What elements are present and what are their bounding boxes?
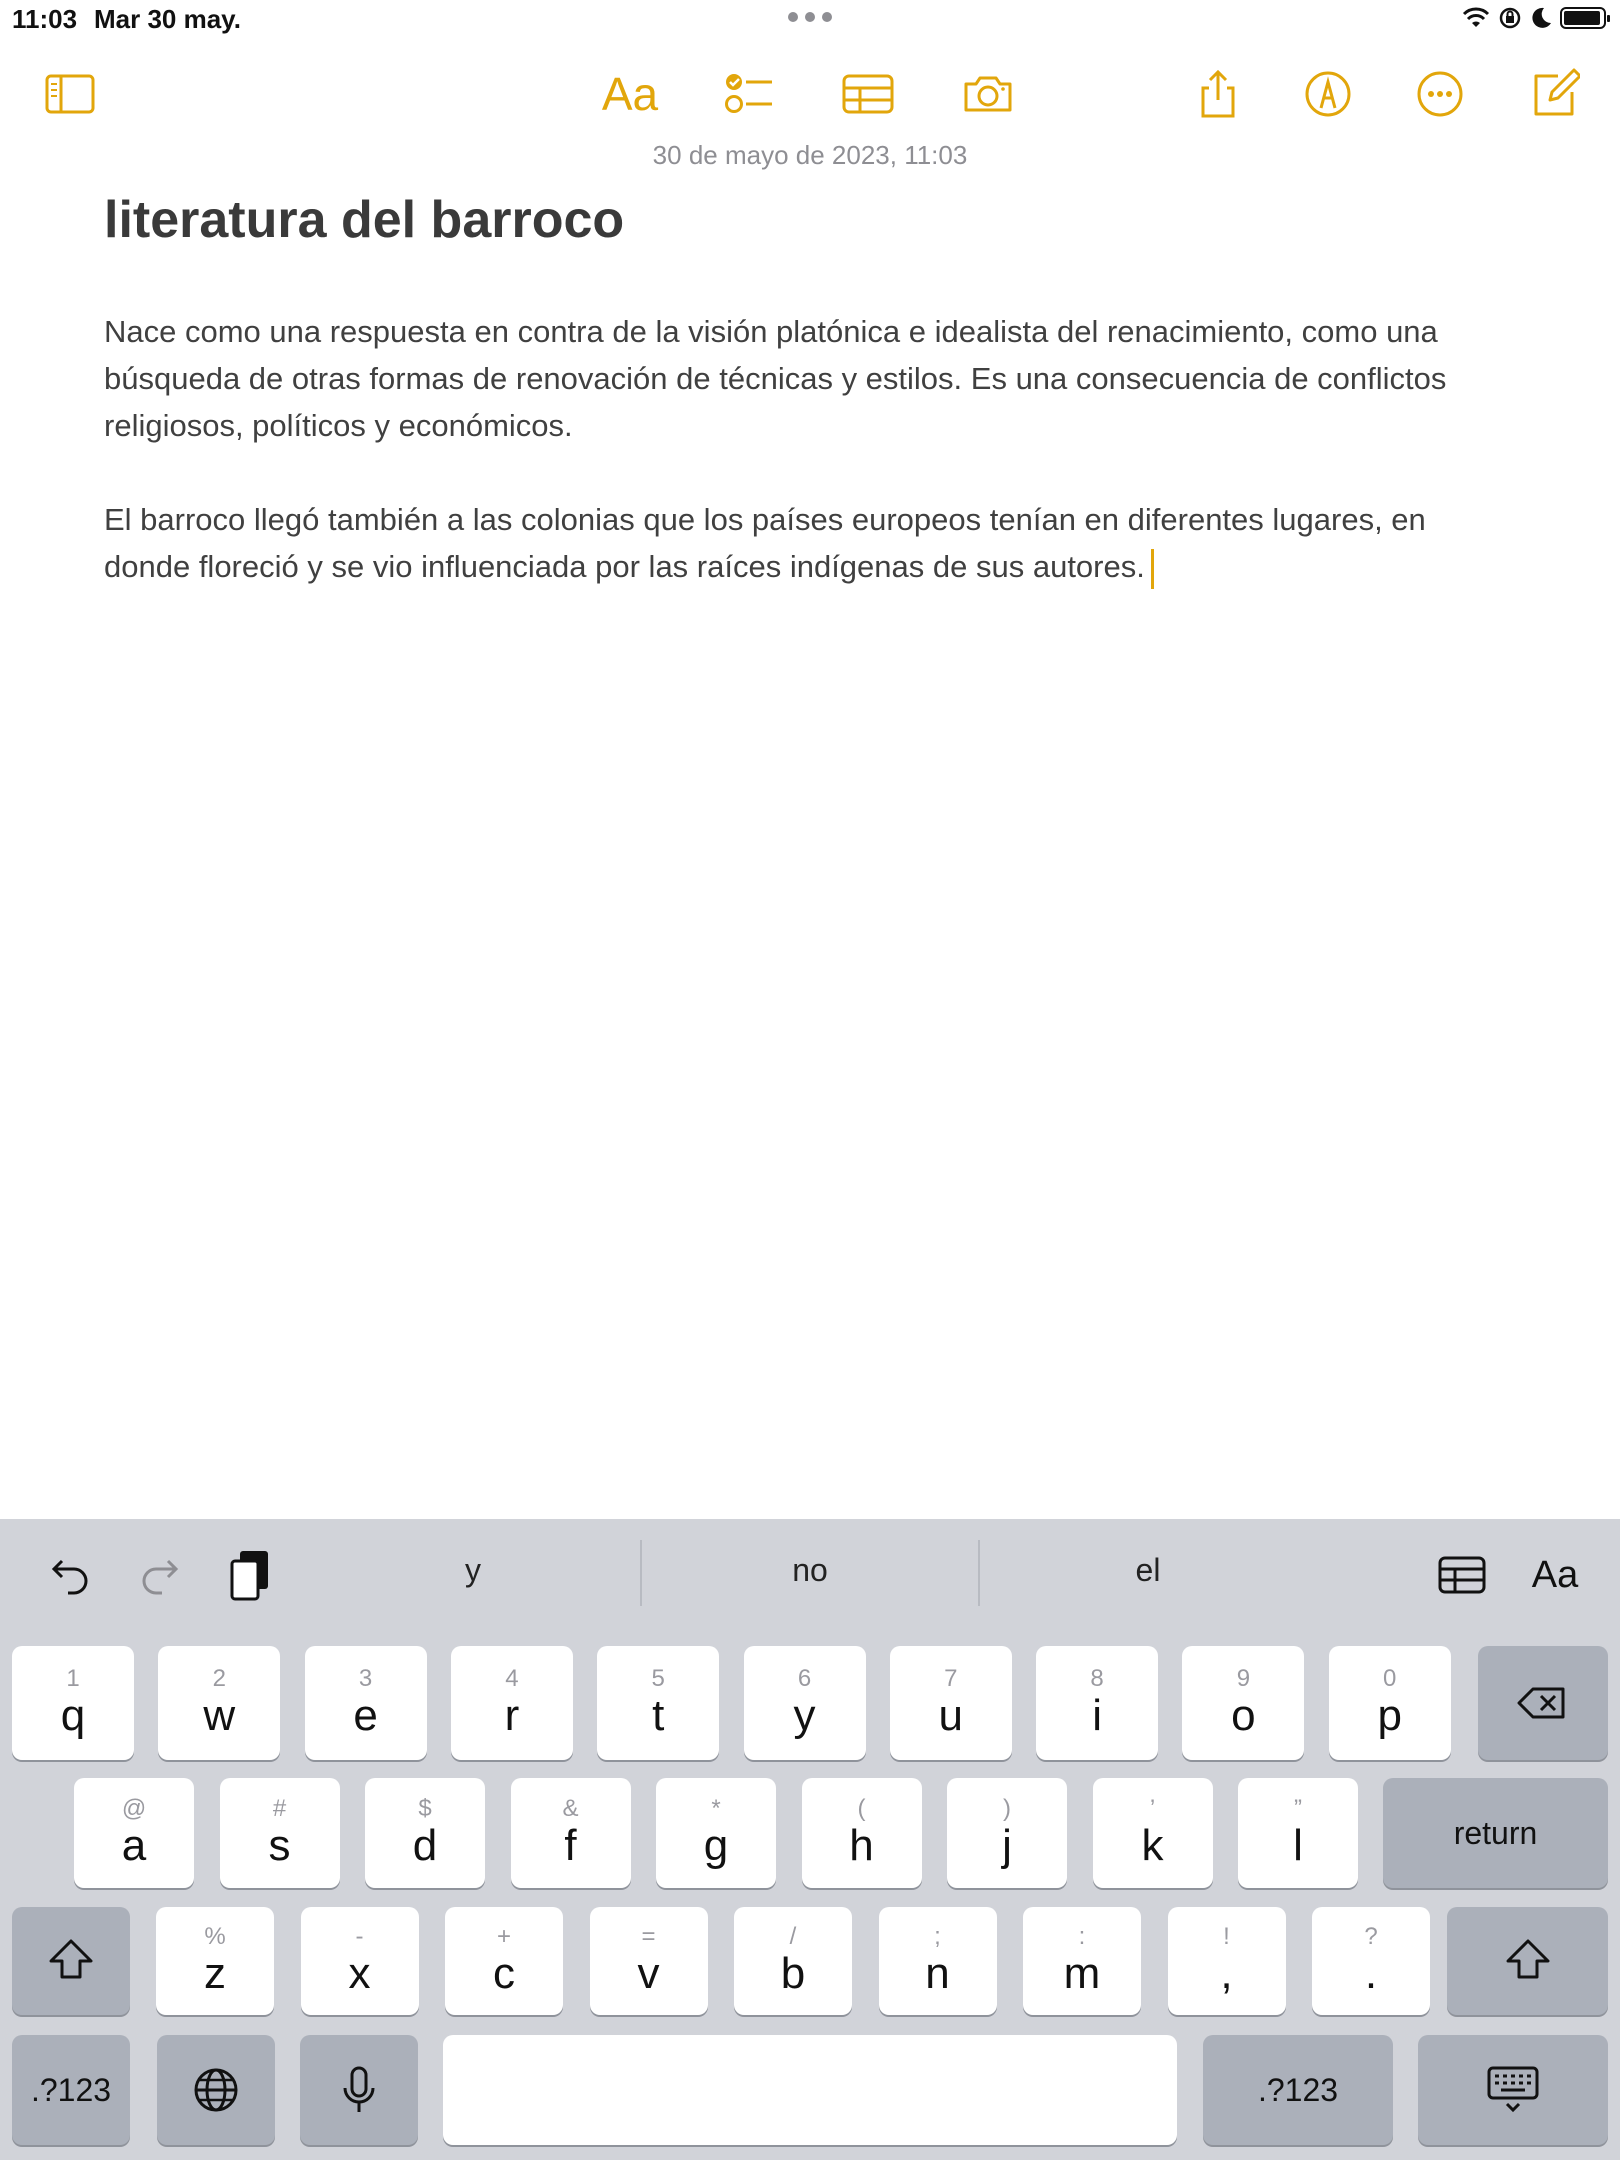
key-primary-label: z	[204, 1949, 226, 1998]
key-r1-7[interactable]	[1036, 1646, 1158, 1760]
key-primary-label: b	[780, 1949, 806, 1998]
camera-icon[interactable]	[960, 66, 1016, 122]
do-not-disturb-icon	[1530, 6, 1552, 30]
battery-icon	[1560, 7, 1606, 29]
key-secondary-label: ?	[1364, 1923, 1378, 1950]
key-r3-0[interactable]	[156, 1907, 274, 2015]
key-primary-label: f	[564, 1821, 577, 1870]
key-r3-8[interactable]	[1312, 1907, 1430, 2015]
format-button[interactable]	[600, 66, 660, 122]
key-r3-6[interactable]	[1023, 1907, 1141, 2015]
key-r1-4[interactable]	[597, 1646, 719, 1760]
status-indicators	[1462, 6, 1606, 30]
key-r1-0[interactable]	[12, 1646, 134, 1760]
key-primary-label: .	[1364, 1949, 1378, 1998]
key-primary-label: t	[652, 1691, 665, 1740]
delete-key[interactable]	[1478, 1646, 1608, 1760]
key-primary-label: l	[1293, 1821, 1303, 1870]
undo-icon[interactable]	[40, 1545, 100, 1605]
dictation-key[interactable]	[300, 2035, 418, 2145]
note-paragraph[interactable]: El barroco llegó también a las colonias que los países europeos tenían en diferentes lugares, en donde floreció y se vio influenciada por las raíces indígenas de sus autores.	[104, 496, 1504, 590]
key-secondary-label: :	[1078, 1923, 1086, 1950]
key-primary-label: p	[1377, 1691, 1402, 1740]
key-r2-4[interactable]	[656, 1778, 776, 1888]
suggestion-divider	[640, 1540, 642, 1606]
suggestion-1[interactable]: y	[465, 1552, 481, 1588]
dismiss-keyboard-key[interactable]	[1418, 2035, 1608, 2145]
key-secondary-label: 8	[1090, 1665, 1104, 1692]
keyboard-dismiss-icon	[1485, 2062, 1541, 2118]
shift-icon	[1500, 1933, 1556, 1989]
orientation-lock-icon	[1498, 6, 1522, 30]
paste-icon[interactable]	[220, 1545, 280, 1605]
key-r3-5[interactable]	[879, 1907, 997, 2015]
key-r2-3[interactable]	[511, 1778, 631, 1888]
numbers-key-right[interactable]: .?123	[1203, 2035, 1393, 2145]
key-primary-label: i	[1092, 1691, 1102, 1740]
key-primary-label: w	[203, 1691, 236, 1740]
key-r1-3[interactable]	[451, 1646, 573, 1760]
globe-key[interactable]	[157, 2035, 275, 2145]
key-primary-label: g	[703, 1821, 729, 1870]
key-secondary-label: ”	[1294, 1795, 1302, 1822]
key-r1-1[interactable]	[158, 1646, 280, 1760]
key-r3-1[interactable]	[301, 1907, 419, 2015]
key-secondary-label: 1	[66, 1665, 80, 1692]
key-secondary-label: /	[789, 1923, 797, 1950]
shift-key-right[interactable]	[1447, 1907, 1608, 2015]
key-secondary-label: &	[562, 1795, 579, 1822]
key-secondary-label: 9	[1236, 1665, 1251, 1692]
delete-icon	[1515, 1675, 1571, 1731]
key-secondary-label: 5	[651, 1665, 665, 1692]
key-secondary-label: -	[355, 1923, 364, 1950]
key-secondary-label: =	[641, 1923, 656, 1950]
key-primary-label: q	[60, 1691, 86, 1740]
key-primary-label: y	[793, 1691, 816, 1740]
key-primary-label: c	[493, 1949, 515, 1998]
key-secondary-label: #	[272, 1795, 287, 1822]
key-secondary-label: 0	[1383, 1665, 1397, 1692]
share-icon[interactable]	[1190, 66, 1246, 122]
multitasking-handle[interactable]	[788, 10, 832, 24]
key-secondary-label: *	[711, 1795, 721, 1822]
key-primary-label: x	[348, 1949, 371, 1998]
key-primary-label: d	[412, 1821, 438, 1870]
key-secondary-label: 6	[797, 1665, 812, 1692]
key-r1-6[interactable]	[890, 1646, 1012, 1760]
key-primary-label: o	[1231, 1691, 1256, 1740]
note-body[interactable]	[104, 308, 1504, 637]
status-time: 11:03	[12, 4, 78, 34]
key-secondary-label: %	[204, 1923, 226, 1950]
key-r1-8[interactable]	[1182, 1646, 1304, 1760]
key-primary-label: s	[268, 1821, 291, 1870]
key-primary-label: h	[849, 1821, 874, 1870]
key-primary-label: j	[1002, 1821, 1012, 1870]
format-icon: Aa	[1531, 1553, 1579, 1596]
globe-icon	[188, 2062, 244, 2118]
format-icon: Aa	[601, 68, 659, 120]
key-secondary-label: 3	[358, 1665, 373, 1692]
note-paragraph[interactable]: Nace como una respuesta en contra de la visión platónica e idealista del renacimiento, como una búsqueda de otras formas de renovación de técnicas y estilos. Es una consecuencia de conflictos religiosos, políticos y económicos.	[104, 314, 1447, 443]
key-secondary-label: 2	[212, 1665, 226, 1692]
shift-icon	[43, 1933, 99, 1989]
key-r2-8[interactable]	[1238, 1778, 1358, 1888]
key-secondary-label: 4	[505, 1665, 519, 1692]
status-date: Mar 30 may.	[94, 4, 241, 34]
compose-icon[interactable]	[1526, 66, 1582, 122]
key-secondary-label: 7	[944, 1665, 958, 1692]
key-primary-label: n	[925, 1949, 950, 1998]
key-r2-7[interactable]	[1093, 1778, 1213, 1888]
key-r1-9[interactable]	[1329, 1646, 1451, 1760]
key-primary-label: m	[1063, 1949, 1101, 1998]
key-r3-2[interactable]	[445, 1907, 563, 2015]
return-key[interactable]: return	[1383, 1778, 1608, 1888]
key-primary-label: a	[121, 1821, 147, 1870]
key-primary-label: ,	[1220, 1949, 1233, 1998]
key-primary-label: u	[938, 1691, 964, 1740]
checklist-icon[interactable]	[720, 66, 776, 122]
key-r3-7[interactable]	[1168, 1907, 1286, 2015]
key-secondary-label: (	[857, 1795, 866, 1822]
sidebar-icon[interactable]	[42, 66, 98, 122]
text-cursor	[1151, 549, 1154, 589]
keyboard-table-icon[interactable]	[1432, 1545, 1492, 1605]
numbers-key-left[interactable]: .?123	[12, 2035, 130, 2145]
space-key[interactable]	[443, 2035, 1177, 2145]
suggestion-divider	[978, 1540, 980, 1606]
table-icon[interactable]	[840, 66, 896, 122]
key-secondary-label: !	[1223, 1923, 1230, 1950]
key-secondary-label: $	[418, 1795, 432, 1822]
key-secondary-label: )	[1003, 1795, 1011, 1822]
key-r2-0[interactable]	[74, 1778, 194, 1888]
redo-icon[interactable]	[130, 1545, 190, 1605]
key-secondary-label: ;	[934, 1923, 941, 1950]
key-r1-2[interactable]	[305, 1646, 427, 1760]
key-primary-label: v	[637, 1949, 660, 1998]
key-r2-6[interactable]	[947, 1778, 1067, 1888]
wifi-icon	[1462, 7, 1490, 29]
suggestion-2[interactable]: no	[792, 1552, 828, 1588]
key-r3-4[interactable]	[734, 1907, 852, 2015]
key-r2-2[interactable]	[365, 1778, 485, 1888]
shift-key-left[interactable]	[12, 1907, 130, 2015]
key-r3-3[interactable]	[590, 1907, 708, 2015]
suggestion-3[interactable]: el	[1135, 1552, 1161, 1588]
key-primary-label: k	[1141, 1821, 1164, 1870]
markup-icon[interactable]	[1300, 66, 1356, 122]
key-primary-label: r	[504, 1691, 520, 1740]
note-date: 30 de mayo de 2023, 11:03	[652, 140, 968, 170]
keyboard-format-button[interactable]	[1522, 1545, 1588, 1605]
note-title[interactable]: literatura del barroco	[104, 191, 625, 249]
key-secondary-label: @	[121, 1795, 147, 1822]
more-icon[interactable]	[1412, 66, 1468, 122]
key-r1-5[interactable]	[744, 1646, 866, 1760]
key-r2-1[interactable]	[220, 1778, 340, 1888]
key-secondary-label: +	[496, 1923, 511, 1950]
key-secondary-label: ’	[1149, 1795, 1156, 1822]
key-primary-label: e	[353, 1691, 378, 1740]
key-r2-5[interactable]	[802, 1778, 922, 1888]
microphone-icon	[331, 2062, 387, 2118]
